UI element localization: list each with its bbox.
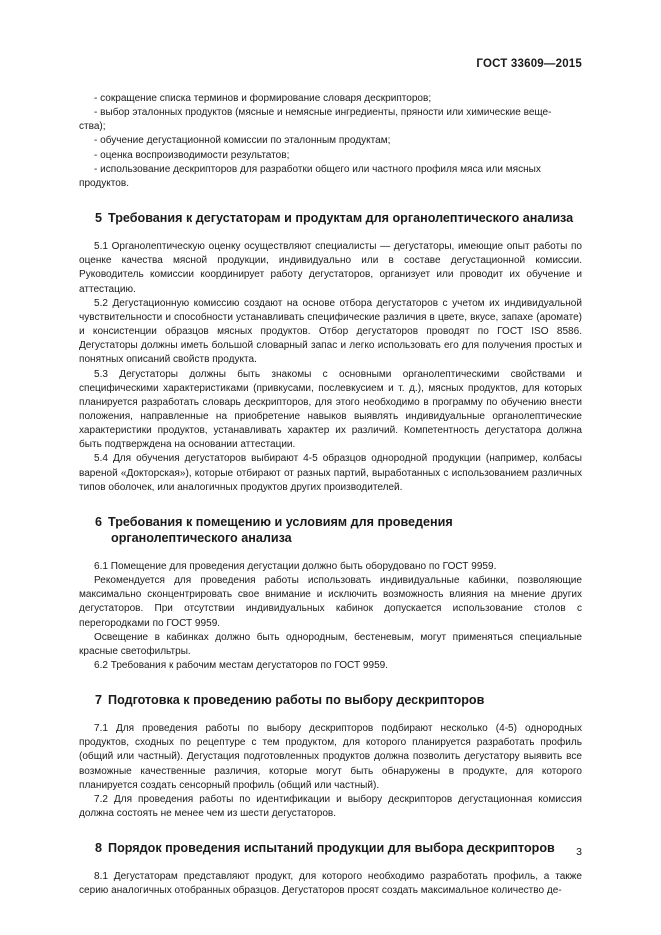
section-number: 7 xyxy=(95,693,103,708)
paragraph-7-2: 7.2 Для проведения работы по идентификации и выбору дескрипторов дегустационная комиссия должна состоять не менее чем из шести дегустаторов. xyxy=(79,793,582,820)
list-item: - обучение дегустационной комиссии по эталонным продуктам; xyxy=(94,135,391,147)
section-5-heading xyxy=(79,210,582,226)
list-item: - сокращение списка терминов и формирование словаря дескрипторов; xyxy=(94,93,432,104)
list-item-continuation: продуктов. xyxy=(79,177,129,189)
section-8-heading xyxy=(79,840,582,856)
list-item: - выбор эталонных продуктов (мясные и немясные ингредиенты, пряности или химические веще- xyxy=(94,107,552,119)
intro-list xyxy=(79,92,582,191)
section-title: Требования к дегустаторам и продуктам для органолептического анализа xyxy=(108,211,574,226)
document-body xyxy=(79,92,582,899)
section-number: 6 xyxy=(95,514,103,529)
paragraph-6-1: 6.1 Помещение для проведения дегустации должно быть оборудовано по ГОСТ 9959. xyxy=(94,560,497,572)
paragraph-5-2: 5.2 Дегустационную комиссию создают на основе отбора дегустаторов с учетом их индивидуальной чувствительности и способности устанавливать специфические различия в цвете, вкусе, запахе (аромате) и консистенции образцов мясных продуктов. Отбор дегустаторов проводят по ГОСТ ISO 8586. Дегустаторы должны иметь большой словарный запас и легко использовать его для получения простых и понятных описаний свойств продукта. xyxy=(79,297,582,366)
paragraph-6-1-recommendation: Рекомендуется для проведения работы использовать индивидуальные кабинки, позволяющие максимально сконцентрировать свое внимание и исключить возможность влияния на мнение других дегустаторов. При отсутствии индивидуальных кабинок допускается использование столов с перегородками по ГОСТ 9959. xyxy=(79,575,582,629)
standard-header: ГОСТ 33609—2015 xyxy=(476,58,582,70)
page-number: 3 xyxy=(576,846,582,858)
list-item: - использование дескрипторов для разработки общего или частного профиля мяса или мясных xyxy=(94,163,541,175)
paragraph-5-3: 5.3 Дегустаторы должны быть знакомы с основными органолептическими свойствами и специфическими характеристиками (привкусами, послевкусием и т. д.), мясных продуктов, для которых планируется разработать словарь дескрипторов, для этого необходимо в программу по обучению внести положения, направленные на приобретение навыков выявлять индивидуальные органолептические характеристики продуктов, устанавливать характер их различий. Компетентность дегустатора должна быть подтверждена на основании аттестации. xyxy=(79,368,582,451)
paragraph-6-1-lighting: Освещение в кабинках должно быть однородным, бестеневым, могут применяться специальные красные светофильтры. xyxy=(79,631,582,657)
paragraph-6-2: 6.2 Требования к рабочим местам дегустаторов по ГОСТ 9959. xyxy=(94,660,389,671)
paragraph-7-1: 7.1 Для проведения работы по выбору дескрипторов подбирают несколько (4-5) однородных продуктов, сходных по рецептуре с тем продуктом, для которого планируется разработать профиль (общий или частный). Дегустация подготовленных продуктов должна позволить дегустатору выявить все возможные качественные различия, которые могут быть обнаружены в продукте, для которого планируется создать сенсорный профиль (общий или частный). xyxy=(79,723,582,791)
section-number: 8 xyxy=(95,841,103,856)
section-title: Подготовка к проведению работы по выбору дескрипторов xyxy=(108,693,485,708)
paragraph-5-4: 5.4 Для обучения дегустаторов выбирают 4-5 образцов однородной продукции (например, колбасы вареной «Докторская»), которые отбирают от разных партий, выработанных с использованием различных типов оболочек, или аналогичных продуктов других производителей. xyxy=(79,453,582,493)
list-item-continuation: ства); xyxy=(79,121,106,133)
section-6-heading xyxy=(79,514,582,546)
section-7-heading xyxy=(79,692,582,708)
section-title: Порядок проведения испытаний продукции для выбора дескрипторов xyxy=(108,841,555,856)
list-item: - оценка воспроизводимости результатов; xyxy=(94,149,290,161)
paragraph-8-1: 8.1 Дегустаторам представляют продукт, для которого необходимо разработать профиль, а также серию аналогичных отобранных образцов. Дегустаторов просят создать максимальное количество де- xyxy=(79,871,582,897)
paragraph-5-1: 5.1 Органолептическую оценку осуществляют специалисты — дегустаторы, имеющие опыт работы по оценке качества мясной продукции, индивидуально или в составе дегустационной комиссии. Руководитель комиссии координирует работу дегустаторов, организует или проводит их обучение и аттестацию. xyxy=(79,241,582,295)
section-title: Требования к помещению и условиям для проведения xyxy=(108,514,453,529)
section-number: 5 xyxy=(95,211,103,226)
section-title-line-2: органолептического анализа xyxy=(111,530,292,545)
